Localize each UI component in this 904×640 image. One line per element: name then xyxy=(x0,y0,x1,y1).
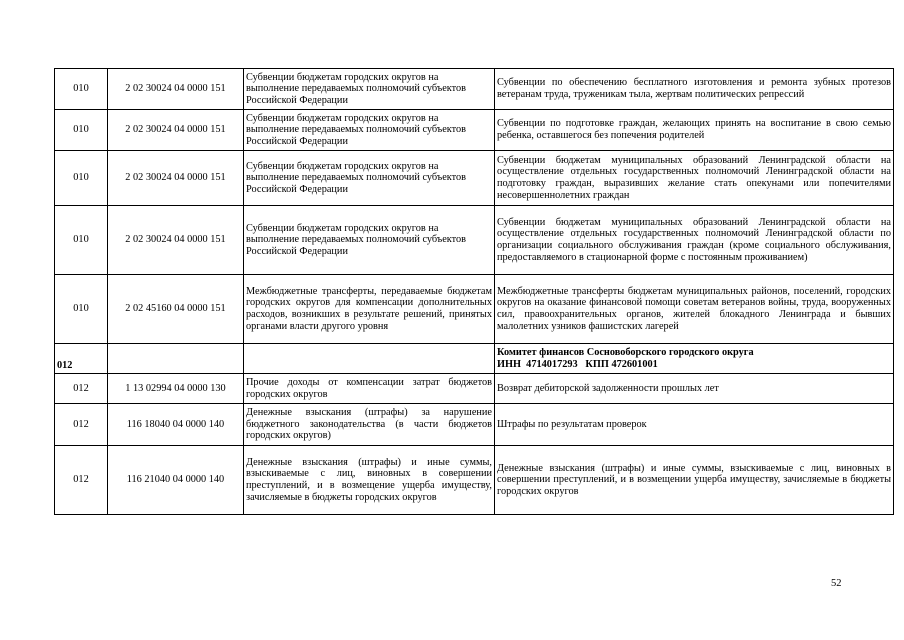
admin-code-cell: 010 xyxy=(55,110,108,151)
kbk-code-cell: 2 02 30024 04 0000 151 xyxy=(108,151,244,206)
table-row xyxy=(55,110,894,151)
section-header-cell xyxy=(495,344,894,374)
committee-inn-kpp: ИНН 4714017293 КПП 472601001 xyxy=(497,358,658,370)
table-row xyxy=(55,404,894,446)
page-number: 52 xyxy=(831,578,842,589)
admin-code-cell: 012 xyxy=(55,344,108,374)
table-row xyxy=(55,374,894,404)
detail-cell: Субвенции по обеспечению бесплатного изготовления и ремонта зубных протезов ветеранам труда, труженикам тыла, жертвам политических репрессий xyxy=(495,69,894,110)
income-name-cell: Субвенции бюджетам городских округов на выполнение передаваемых полномочий субъектов Российской Федерации xyxy=(244,206,495,275)
income-name-cell: Денежные взыскания (штрафы) и иные суммы, взыскиваемые с лиц, виновных в совершении преступлений, и в возмещение ущерба имуществу, зачисляемые в бюджеты городских округов xyxy=(244,446,495,515)
income-name-cell xyxy=(244,344,495,374)
kbk-code-cell xyxy=(108,344,244,374)
table-row xyxy=(55,69,894,110)
income-name-cell: Субвенции бюджетам городских округов на выполнение передаваемых полномочий субъектов Российской Федерации xyxy=(244,69,495,110)
kbk-code-cell: 1 13 02994 04 0000 130 xyxy=(108,374,244,404)
table-row xyxy=(55,446,894,515)
table-row xyxy=(55,275,894,344)
kbk-code-cell: 2 02 45160 04 0000 151 xyxy=(108,275,244,344)
admin-code-cell: 010 xyxy=(55,151,108,206)
kbk-code-cell: 2 02 30024 04 0000 151 xyxy=(108,110,244,151)
income-name-cell: Денежные взыскания (штрафы) за нарушение бюджетного законодательства (в части бюджетов городских округов) xyxy=(244,404,495,446)
income-name-cell: Субвенции бюджетам городских округов на выполнение передаваемых полномочий субъектов Российской Федерации xyxy=(244,151,495,206)
detail-cell: Субвенции бюджетам муниципальных образований Ленинградской области на осуществление отдельных государственных полномочий Ленинградской области на подготовку граждан, выразивших желание стать опекунами или попечителями несовершеннолетних граждан xyxy=(495,151,894,206)
admin-code-cell: 012 xyxy=(55,404,108,446)
admin-code-cell: 012 xyxy=(55,446,108,515)
committee-name: Комитет финансов Сосновоборского городского округа xyxy=(497,346,754,358)
kbk-code-cell: 2 02 30024 04 0000 151 xyxy=(108,69,244,110)
admin-code-cell: 010 xyxy=(55,69,108,110)
detail-cell: Штрафы по результатам проверок xyxy=(495,404,894,446)
income-codes-table xyxy=(54,68,894,515)
detail-cell: Межбюджетные трансферты бюджетам муниципальных районов, поселений, городских округов на оказание финансовой помощи советам ветеранов войны, труда, вооруженных сил, правоохранительных органов, жителей блокадного Ленинграда и бывших малолетних узников фашистских лагерей xyxy=(495,275,894,344)
detail-cell: Денежные взыскания (штрафы) и иные суммы, взыскиваемые с лиц, виновных в совершении преступлений, и в возмещении ущерба имуществу, зачисляемые в бюджеты городских округов xyxy=(495,446,894,515)
table-row xyxy=(55,151,894,206)
section-header-row xyxy=(55,344,894,374)
kbk-code-cell: 116 18040 04 0000 140 xyxy=(108,404,244,446)
kbk-code-cell: 116 21040 04 0000 140 xyxy=(108,446,244,515)
admin-code-cell: 012 xyxy=(55,374,108,404)
income-name-cell: Субвенции бюджетам городских округов на выполнение передаваемых полномочий субъектов Российской Федерации xyxy=(244,110,495,151)
income-name-cell: Прочие доходы от компенсации затрат бюджетов городских округов xyxy=(244,374,495,404)
income-name-cell: Межбюджетные трансферты, передаваемые бюджетам городских округов для компенсации дополнительных расходов, возникших в результате решений, принятых органами власти другого уровня xyxy=(244,275,495,344)
detail-cell: Субвенции бюджетам муниципальных образований Ленинградской области на осуществление отдельных государственных полномочий Ленинградской области по организации социального обслуживания граждан (кроме социального обслуживания, предоставляемого в стационарной форме с постоянным проживанием) xyxy=(495,206,894,275)
admin-code-cell: 010 xyxy=(55,206,108,275)
admin-code-cell: 010 xyxy=(55,275,108,344)
detail-cell: Возврат дебиторской задолженности прошлых лет xyxy=(495,374,894,404)
detail-cell: Субвенции по подготовке граждан, желающих принять на воспитание в свою семью ребенка, оставшегося без попечения родителей xyxy=(495,110,894,151)
kbk-code-cell: 2 02 30024 04 0000 151 xyxy=(108,206,244,275)
table-row xyxy=(55,206,894,275)
